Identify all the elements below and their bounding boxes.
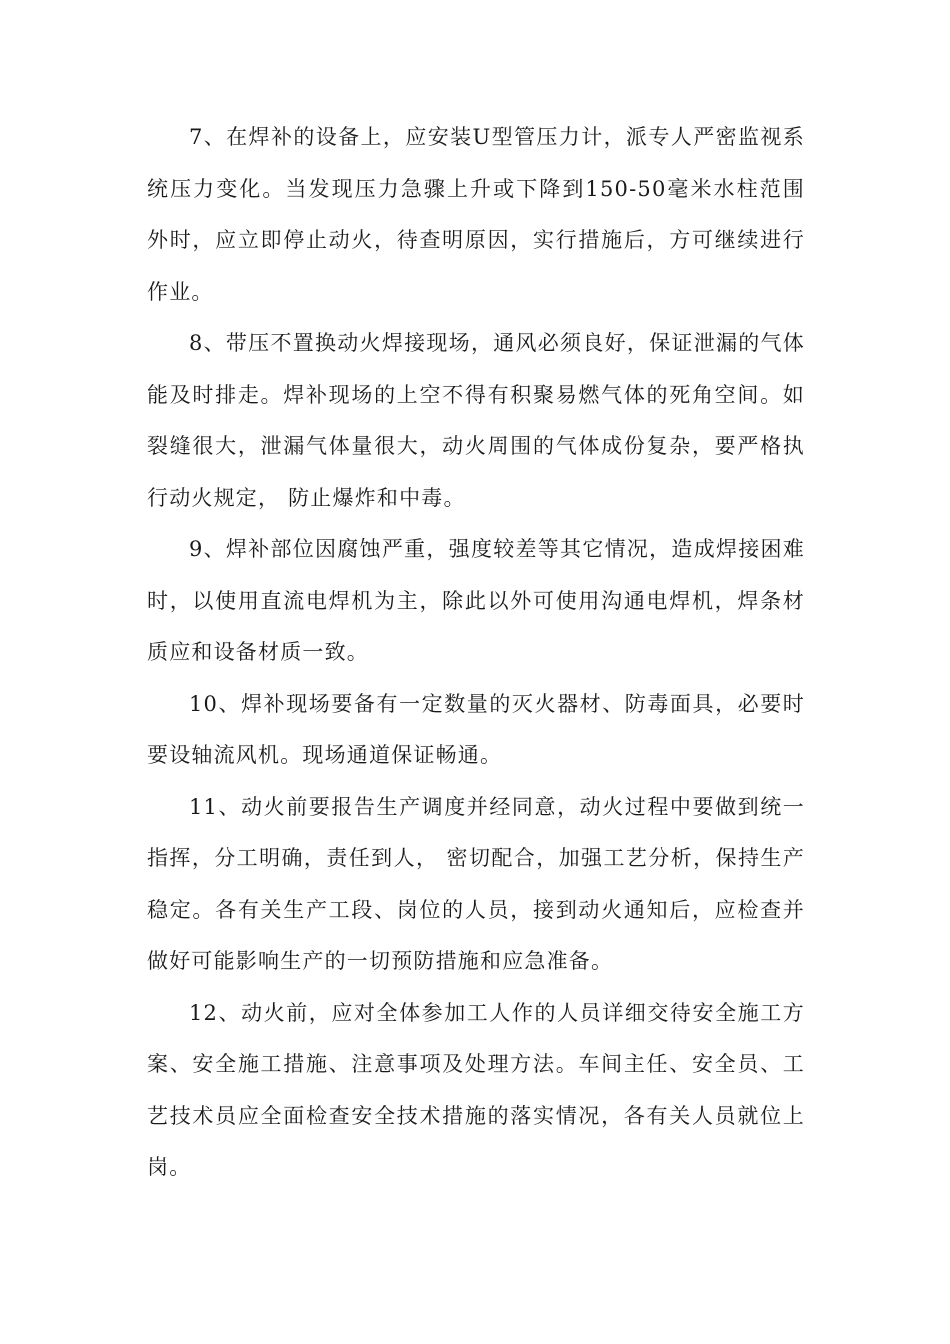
paragraph-item-8: 8、带压不置换动火焊接现场，通风必须良好，保证泄漏的气体能及时排走。焊补现场的上空不得有积聚易燃气体的死角空间。如裂缝很大，泄漏气体量很大，动火周围的气体成份复杂，要严格执行动火规定， 防止爆炸和中毒。 bbox=[147, 331, 805, 510]
paragraph-item-12: 12、动火前，应对全体参加工人作的人员详细交待安全施工方案、安全施工措施、注意事项及处理方法。车间主任、安全员、工艺技术员应全面检查安全技术措施的落实情况，各有关人员就位上岗。 bbox=[147, 1000, 805, 1179]
paragraph-item-7: 7、在焊补的设备上，应安装U型管压力计，派专人严密监视系统压力变化。当发现压力急骤上升或下降到150-50毫米水柱范围外时，应立即停止动火，待查明原因，实行措施后，方可继续进行作业。 bbox=[147, 125, 805, 304]
paragraph-item-10: 10、焊补现场要备有一定数量的灭火器材、防毒面具，必要时要设轴流风机。现场通道保证畅通。 bbox=[147, 691, 805, 767]
paragraph-item-11: 11、动火前要报告生产调度并经同意，动火过程中要做到统一指挥，分工明确，责任到人， 密切配合，加强工艺分析，保持生产稳定。各有关生产工段、岗位的人员，接到动火通知后，应检查并做好可能影响生产的一切预防措施和应急准备。 bbox=[147, 794, 805, 973]
paragraph-item-9: 9、焊补部位因腐蚀严重，强度较差等其它情况，造成焊接困难时，以使用直流电焊机为主，除此以外可使用沟通电焊机，焊条材质应和设备材质一致。 bbox=[147, 537, 805, 664]
document-body bbox=[147, 112, 805, 1194]
